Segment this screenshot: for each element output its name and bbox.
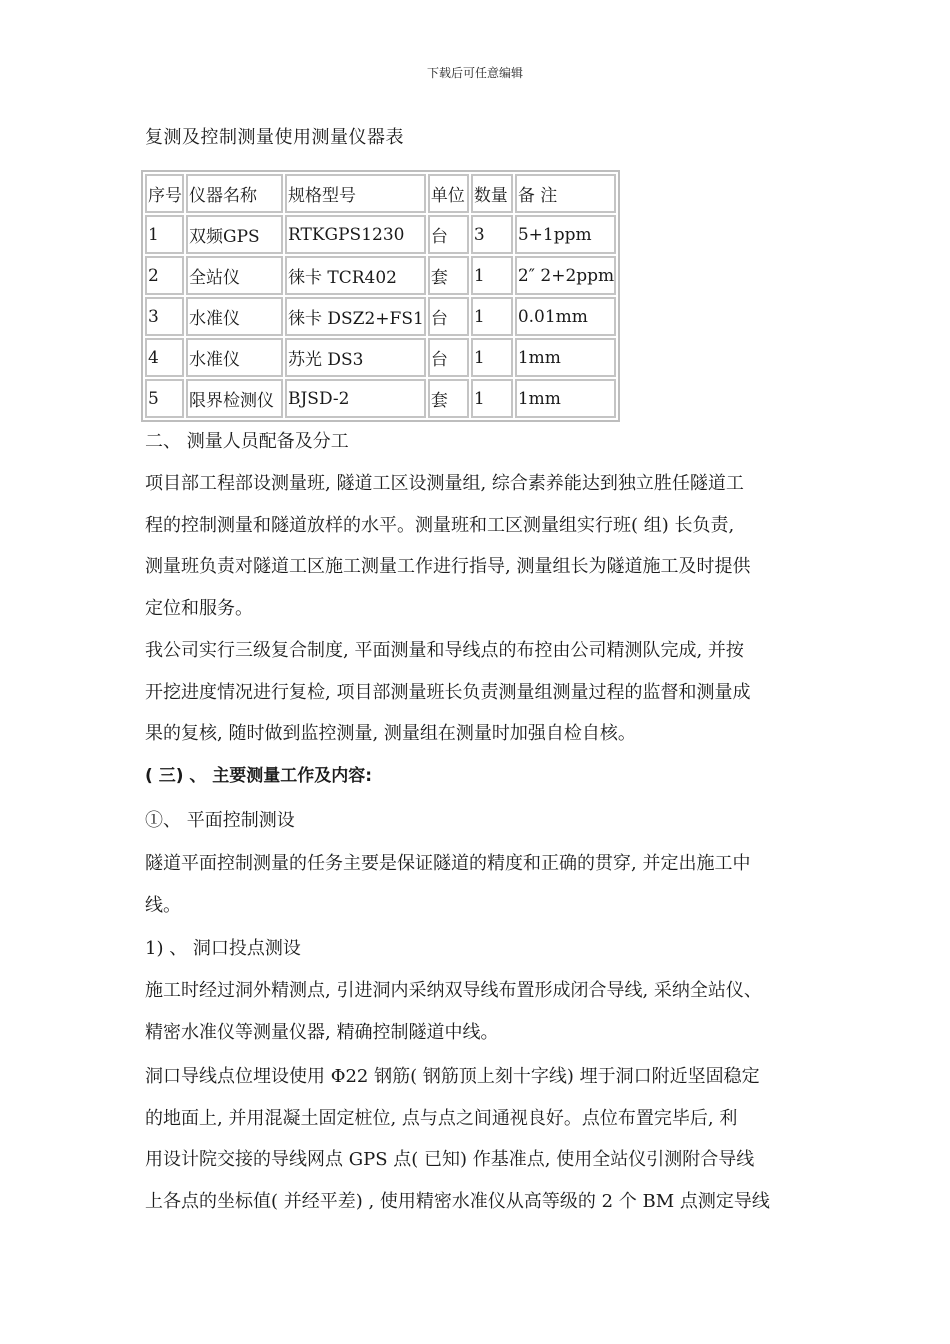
paragraph-staffing [145,463,810,629]
table-header-row [145,174,616,213]
table-cell: 1mm [515,379,616,418]
table-row [145,297,616,336]
section-heading-main-work: ( 三) 、 主要测量工作及内容: [145,766,373,786]
paragraph-traverse-points [145,1056,810,1222]
table-cell: 苏光 DS3 [285,338,426,377]
header-cell: 数量 [471,174,513,213]
page-header: 下载后可任意编辑 [426,66,523,80]
text-line: 精密水准仪等测量仪器, 精确控制隧道中线。 [145,1021,499,1043]
section-heading: 二、 测量人员配备及分工 [145,431,349,452]
text-line: 定位和服务。 [145,597,253,619]
table-cell: 台 [428,215,469,254]
text-line: 测量班负责对隧道工区施工测量工作进行指导, 测量组长为隧道施工及时提供 [145,556,751,577]
paragraph-review-system [145,630,810,755]
table-cell: 台 [428,297,469,336]
text-line: 上各点的坐标值( 并经平差) , 使用精密水准仪从高等级的 2 个 BM 点测定导线 [145,1190,770,1212]
table-cell: 1 [471,297,513,336]
header-cell: 备 注 [515,174,616,213]
table-cell: 水准仪 [186,338,283,377]
table-cell: 徕卡 DSZ2+FS1 [285,297,426,336]
header-cell: 规格型号 [285,174,426,213]
text-line: 我公司实行三级复合制度, 平面测量和导线点的布控由公司精测队完成, 并按 [145,640,744,661]
table-cell: BJSD-2 [285,379,426,418]
table-cell: 套 [428,379,469,418]
text-line: 果的复核, 随时做到监控测量, 测量组在测量时加强自检自核。 [145,723,636,744]
instrument-table [141,170,620,422]
text-line: 线。 [145,894,181,916]
text-line: 用设计院交接的导线网点 GPS 点( 已知) 作基准点, 使用全站仪引测附合导线 [145,1149,755,1170]
table-cell: 4 [145,338,184,377]
table-cell: 1 [471,338,513,377]
table-cell: 3 [471,215,513,254]
table-cell: 1 [471,256,513,295]
table-cell: 徕卡 TCR402 [285,256,426,295]
text-line: 程的控制测量和隧道放样的水平。测量班和工区测量组实行班( 组) 长负责, [145,514,735,536]
table-cell: 台 [428,338,469,377]
header-cell: 仪器名称 [186,174,283,213]
table-cell: 2 [145,256,184,295]
table-row [145,215,616,254]
table-cell: 水准仪 [186,297,283,336]
subsection-heading: ①、 平面控制测设 [145,810,295,831]
table-cell: 2″ 2+2ppm [515,256,616,295]
table-cell: 套 [428,256,469,295]
table-cell: 全站仪 [186,256,283,295]
table-cell: 5+1ppm [515,215,616,254]
table-cell: 双频GPS [186,215,283,254]
table-cell: 1mm [515,338,616,377]
paragraph-construction [145,970,810,1053]
table-cell: 0.01mm [515,297,616,336]
table-cell: RTKGPS1230 [285,215,426,254]
header-cell: 单位 [428,174,469,213]
table-row [145,338,616,377]
table-row [145,256,616,295]
text-line: 洞口导线点位埋设使用 Φ22 钢筋( 钢筋顶上刻十字线) 埋于洞口附近坚固稳定 [145,1066,760,1087]
text-line: 施工时经过洞外精测点, 引进洞内采纳双导线布置形成闭合导线, 采纳全站仪、 [145,980,762,1001]
table-cell: 限界检测仪 [186,379,283,418]
text-line: 的地面上, 并用混凝土固定桩位, 点与点之间通视良好。点位布置完毕后, 利 [145,1107,738,1129]
table-cell: 5 [145,379,184,418]
subsection-heading: 1) 、 洞口投点测设 [145,938,301,959]
table-cell: 1 [471,379,513,418]
header-cell: 序号 [145,174,184,213]
paragraph-plane-control [145,843,810,926]
table-row [145,379,616,418]
text-line: 开挖进度情况进行复检, 项目部测量班长负责测量组测量过程的监督和测量成 [145,681,751,703]
text-line: 隧道平面控制测量的任务主要是保证隧道的精度和正确的贯穿, 并定出施工中 [145,853,751,874]
text-line: 项目部工程部设测量班, 隧道工区设测量组, 综合素养能达到独立胜任隧道工 [145,473,744,494]
table-cell: 1 [145,215,184,254]
table-cell: 3 [145,297,184,336]
table-title: 复测及控制测量使用测量仪器表 [145,127,404,148]
